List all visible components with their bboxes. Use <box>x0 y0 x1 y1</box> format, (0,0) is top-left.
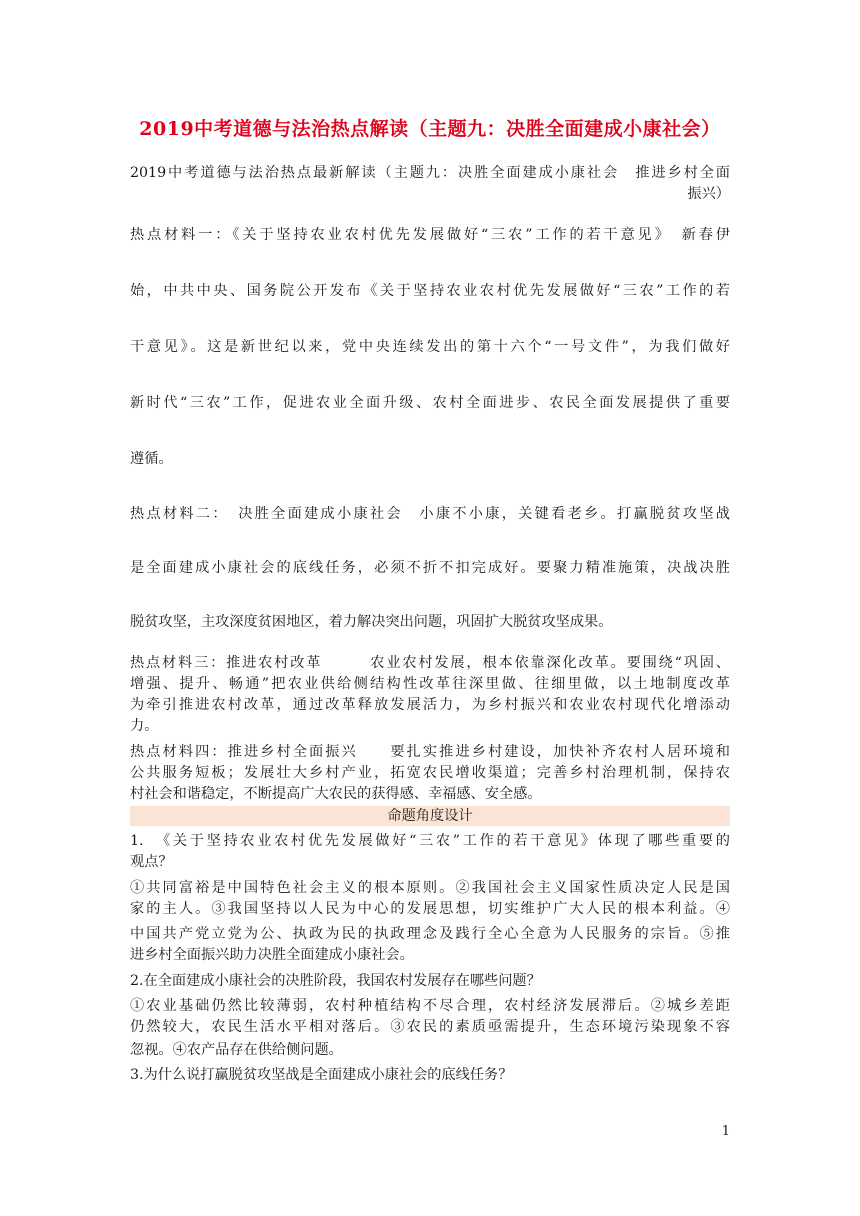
material-1-line: 新时代“三农”工作，促进农业全面升级、农村全面进步、农民全面发展提供了重要 <box>130 395 730 411</box>
subtitle-line-1: 2019中考道德与法治热点最新解读（主题九：决胜全面建成小康社会 推进乡村全面 <box>130 165 730 181</box>
answer-1-line: 进乡村全面振兴助力决胜全面建成小康社会。 <box>130 947 414 963</box>
answer-1-line: 家的主人。③我国坚持以人民为中心的发展思想，切实维护广大人民的根本利益。④ <box>130 901 730 917</box>
question-1: 观点？ <box>130 854 173 870</box>
material-4-line: 热点材料四：推进乡村全面振兴 要扎实推进乡村建设，加快补齐农村人居环境和 <box>130 744 730 760</box>
material-1-line: 热点材料一：《关于坚持农业农村优先发展做好“三农”工作的若干意见》 新春伊 <box>130 227 730 243</box>
material-2-line: 是全面建成小康社会的底线任务，必须不折不扣完成好。要聚力精准施策，决战决胜 <box>130 560 730 576</box>
answer-2-line: 仍然较大，农民生活水平相对落后。③农民的素质亟需提升，生态环境污染现象不容 <box>130 1019 730 1035</box>
material-2-line: 脱贫攻坚，主攻深度贫困地区，着力解决突出问题，巩固扩大脱贫攻坚成果。 <box>130 614 613 630</box>
document-title: 2019中考道德与法治热点解读（主题九：决胜全面建成小康社会） <box>139 118 721 140</box>
material-4-line: 公共服务短板；发展壮大乡村产业，拓宽农民增收渠道；完善乡村治理机制，保持农 <box>130 765 730 781</box>
subtitle-line-2: 振兴） <box>687 186 730 202</box>
question-2: 2.在全面建成小康社会的决胜阶段，我国农村发展存在哪些问题？ <box>130 973 541 989</box>
material-1-line: 始，中共中央、国务院公开发布《关于坚持农业农村优先发展做好“三农”工作的若 <box>130 283 730 299</box>
answer-2-line: ①农业基础仍然比较薄弱，农村种植结构不尽合理，农村经济发展滞后。②城乡差距 <box>130 998 730 1014</box>
question-3: 3.为什么说打赢脱贫攻坚战是全面建成小康社会的底线任务？ <box>130 1067 513 1083</box>
question-1: 1. 《关于坚持农业农村优先发展做好“三农”工作的若干意见》体现了哪些重要的 <box>130 833 730 849</box>
material-4-line: 村社会和谐稳定，不断提高广大农民的获得感、幸福感、安全感。 <box>130 786 542 802</box>
material-3-line: 热点材料三：推进农村改革 农业农村发展，根本依靠深化改革。要围绕“巩固、 <box>130 655 730 671</box>
material-2-line: 热点材料二： 决胜全面建成小康社会 小康不小康，关键看老乡。打赢脱贫攻坚战 <box>130 506 730 522</box>
material-3-line: 力。 <box>130 718 159 734</box>
answer-1-line: 中国共产党立党为公、执政为民的执政理念及践行全心全意为人民服务的宗旨。⑤推 <box>130 926 730 942</box>
material-3-line: 为牵引推进农村改革，通过改革释放发展活力，为乡村振兴和农业农村现代化增添动 <box>130 697 730 713</box>
material-1-line: 遵循。 <box>130 451 173 467</box>
material-3-line: 增强、提升、畅通”把农业供给侧结构性改革往深里做、往细里做，以土地制度改革 <box>130 676 730 692</box>
material-1-line: 干意见》。这是新世纪以来，党中央连续发出的第十六个“一号文件”，为我们做好 <box>130 339 730 355</box>
answer-1-line: ①共同富裕是中国特色社会主义的根本原则。②我国社会主义国家性质决定人民是国 <box>130 880 730 896</box>
answer-2-line: 忽视。④农产品存在供给侧问题。 <box>130 1042 343 1058</box>
section-header: 命题角度设计 <box>130 806 730 826</box>
page-number: 1 <box>721 1124 730 1139</box>
